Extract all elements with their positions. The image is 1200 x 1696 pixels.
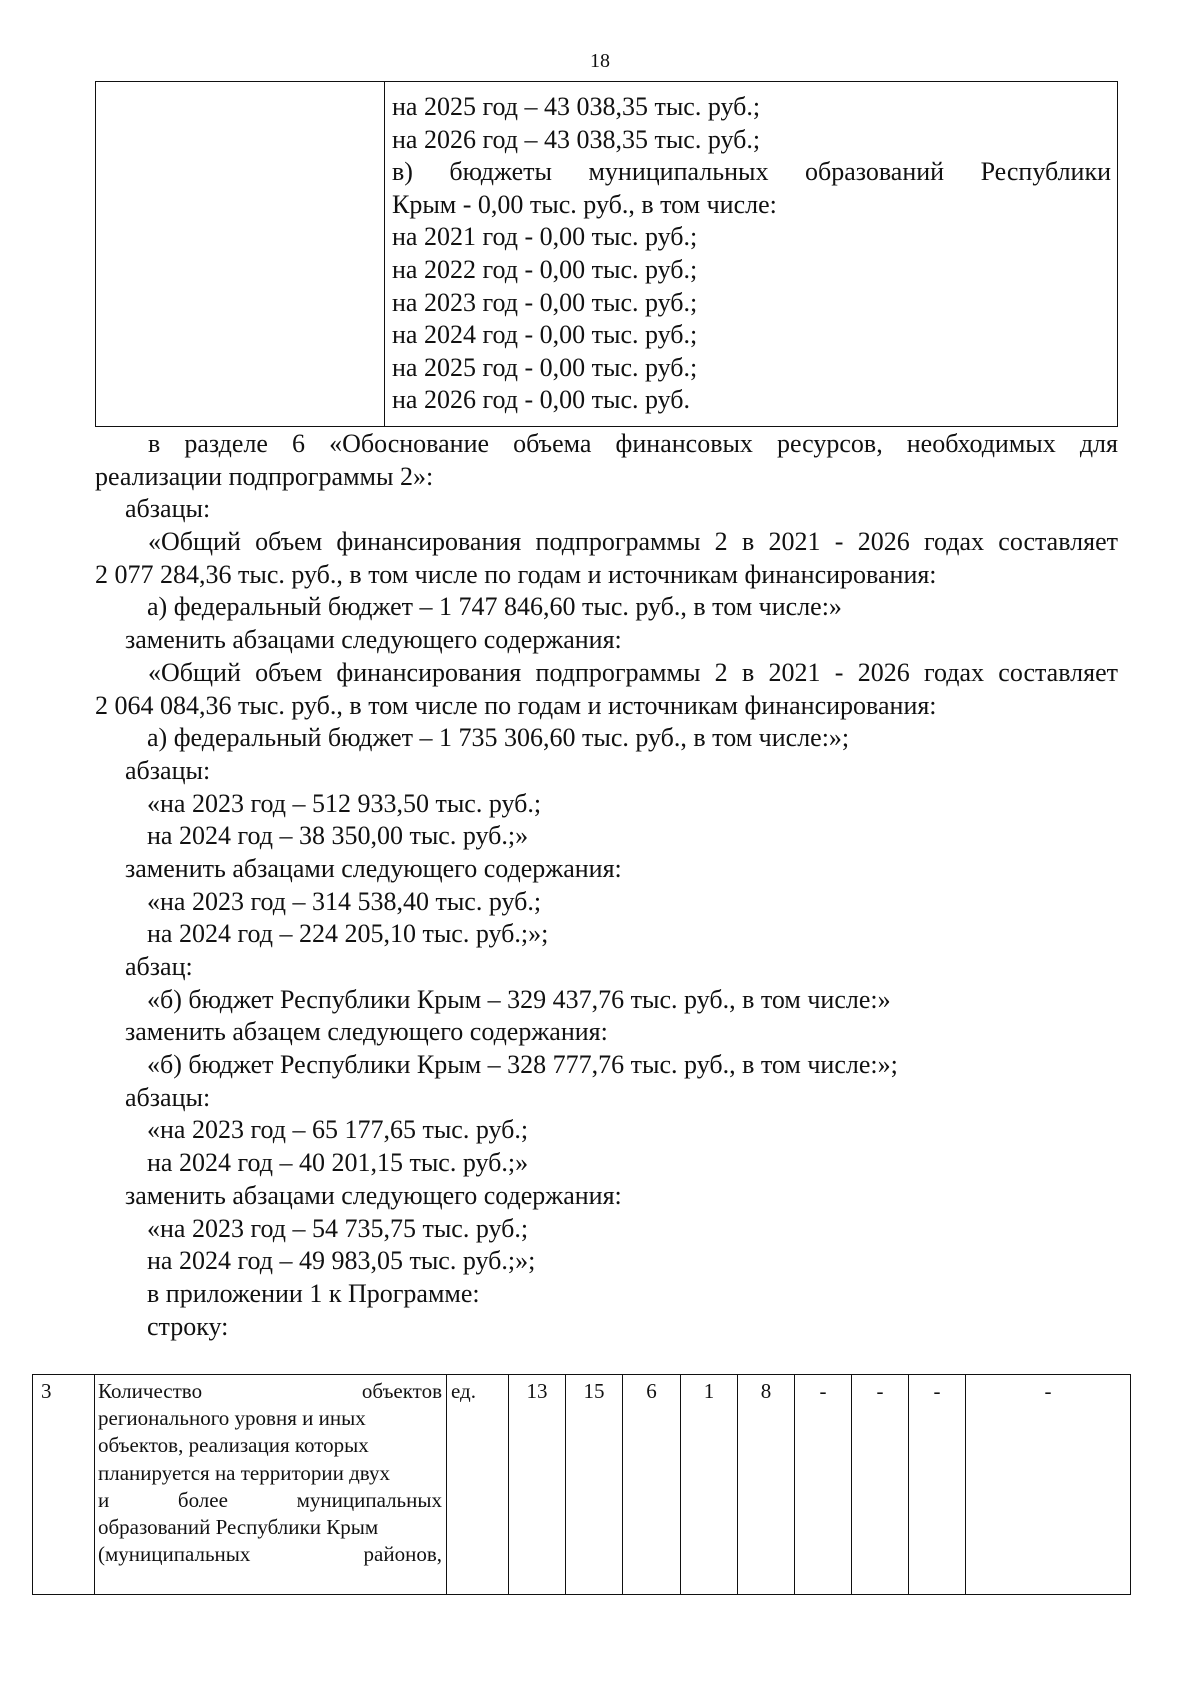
row-number-cell: 3	[33, 1375, 95, 1595]
paragraph-line: абзацы:	[125, 494, 211, 524]
funding-table-value-cell	[385, 82, 1118, 427]
funding-line: в) бюджеты муниципальных образований Республики	[392, 157, 1111, 187]
value-cell: -	[852, 1375, 909, 1595]
funding-line: на 2026 год - 0,00 тыс. руб.	[392, 385, 691, 415]
paragraph-line: а) федеральный бюджет – 1 735 306,60 тыс. руб., в том числе:»;	[147, 723, 850, 753]
indicator-name-line: планируется на территории двух	[98, 1460, 391, 1485]
paragraph-line: заменить абзацем следующего содержания:	[125, 1017, 608, 1047]
value-cell: -	[909, 1375, 966, 1595]
value-cell: 15	[566, 1375, 623, 1595]
indicator-name-line: образований Республики Крым	[98, 1514, 379, 1539]
indicator-name-line: объектов, реализация которых	[98, 1433, 369, 1458]
indicator-name-cell	[95, 1375, 447, 1595]
paragraph-line: 2 077 284,36 тыс. руб., в том числе по годам и источникам финансирования:	[95, 559, 937, 589]
table-row	[33, 1375, 1131, 1595]
amendment-text	[95, 428, 1118, 1343]
indicator-table	[32, 1374, 1131, 1595]
funding-line: на 2022 год - 0,00 тыс. руб.;	[392, 254, 698, 284]
value-cell: 1	[681, 1375, 738, 1595]
value-cell: 13	[509, 1375, 566, 1595]
paragraph-line: 2 064 084,36 тыс. руб., в том числе по годам и источникам финансирования:	[95, 690, 937, 720]
funding-table-continuation	[95, 81, 1118, 427]
value-cell: 8	[738, 1375, 795, 1595]
funding-line: на 2025 год – 43 038,35 тыс. руб.;	[392, 92, 761, 121]
paragraph-line: абзацы:	[125, 755, 211, 785]
paragraph-line: заменить абзацами следующего содержания:	[125, 1180, 622, 1210]
funding-line: на 2023 год - 0,00 тыс. руб.;	[392, 287, 698, 317]
funding-line: на 2021 год - 0,00 тыс. руб.;	[392, 222, 698, 252]
value-cell: 6	[623, 1375, 681, 1595]
paragraph-line: строку:	[147, 1311, 229, 1341]
paragraph-line: «на 2023 год – 65 177,65 тыс. руб.;	[147, 1115, 529, 1145]
paragraph-line: на 2024 год – 38 350,00 тыс. руб.;»	[147, 821, 529, 851]
paragraph-line: абзац:	[125, 952, 193, 981]
indicator-name-line: (муниципальных районов,	[98, 1542, 442, 1567]
value-cell: -	[966, 1375, 1131, 1595]
paragraph-line: «Общий объем финансирования подпрограммы 2 в 2021 - 2026 годах составляет	[148, 657, 1118, 687]
indicator-name-line: регионального уровня и иных	[98, 1406, 366, 1431]
paragraph-line: «на 2023 год – 54 735,75 тыс. руб.;	[147, 1213, 529, 1243]
page-number: 18	[590, 50, 610, 72]
indicator-name-line: Количество объектов	[98, 1379, 442, 1403]
paragraph-line: «Общий объем финансирования подпрограммы 2 в 2021 - 2026 годах составляет	[148, 527, 1118, 557]
value-cell: -	[795, 1375, 852, 1595]
paragraph-line: «б) бюджет Республики Крым – 329 437,76 тыс. руб., в том числе:»	[147, 984, 891, 1014]
funding-line: на 2025 год - 0,00 тыс. руб.;	[392, 352, 698, 382]
paragraph-line: «б) бюджет Республики Крым – 328 777,76 тыс. руб., в том числе:»;	[147, 1050, 898, 1080]
funding-table-label-cell	[96, 82, 385, 427]
paragraph-line: «на 2023 год – 314 538,40 тыс. руб.;	[147, 886, 542, 916]
paragraph-line: «на 2023 год – 512 933,50 тыс. руб.;	[147, 788, 542, 818]
paragraph-line: в приложении 1 к Программе:	[147, 1278, 480, 1308]
funding-line: Крым - 0,00 тыс. руб., в том числе:	[392, 189, 777, 219]
paragraph-line: а) федеральный бюджет – 1 747 846,60 тыс. руб., в том числе:»	[147, 592, 842, 622]
paragraph-line: реализации подпрограммы 2»:	[95, 461, 434, 491]
paragraph-line: на 2024 год – 224 205,10 тыс. руб.;»;	[147, 919, 549, 949]
funding-line: на 2024 год - 0,00 тыс. руб.;	[392, 320, 698, 350]
indicator-name-line: и более муниципальных	[98, 1487, 442, 1512]
paragraph-line: абзацы:	[125, 1082, 211, 1112]
paragraph-line: заменить абзацами следующего содержания:	[125, 853, 622, 883]
paragraph-line: в разделе 6 «Обоснование объема финансовых ресурсов, необходимых для	[148, 429, 1118, 458]
paragraph-line: на 2024 год – 49 983,05 тыс. руб.;»;	[147, 1246, 536, 1276]
paragraph-line: заменить абзацами следующего содержания:	[125, 625, 622, 655]
funding-line: на 2026 год – 43 038,35 тыс. руб.;	[392, 124, 761, 154]
unit-cell: ед.	[447, 1375, 509, 1595]
paragraph-line: на 2024 год – 40 201,15 тыс. руб.;»	[147, 1148, 529, 1178]
